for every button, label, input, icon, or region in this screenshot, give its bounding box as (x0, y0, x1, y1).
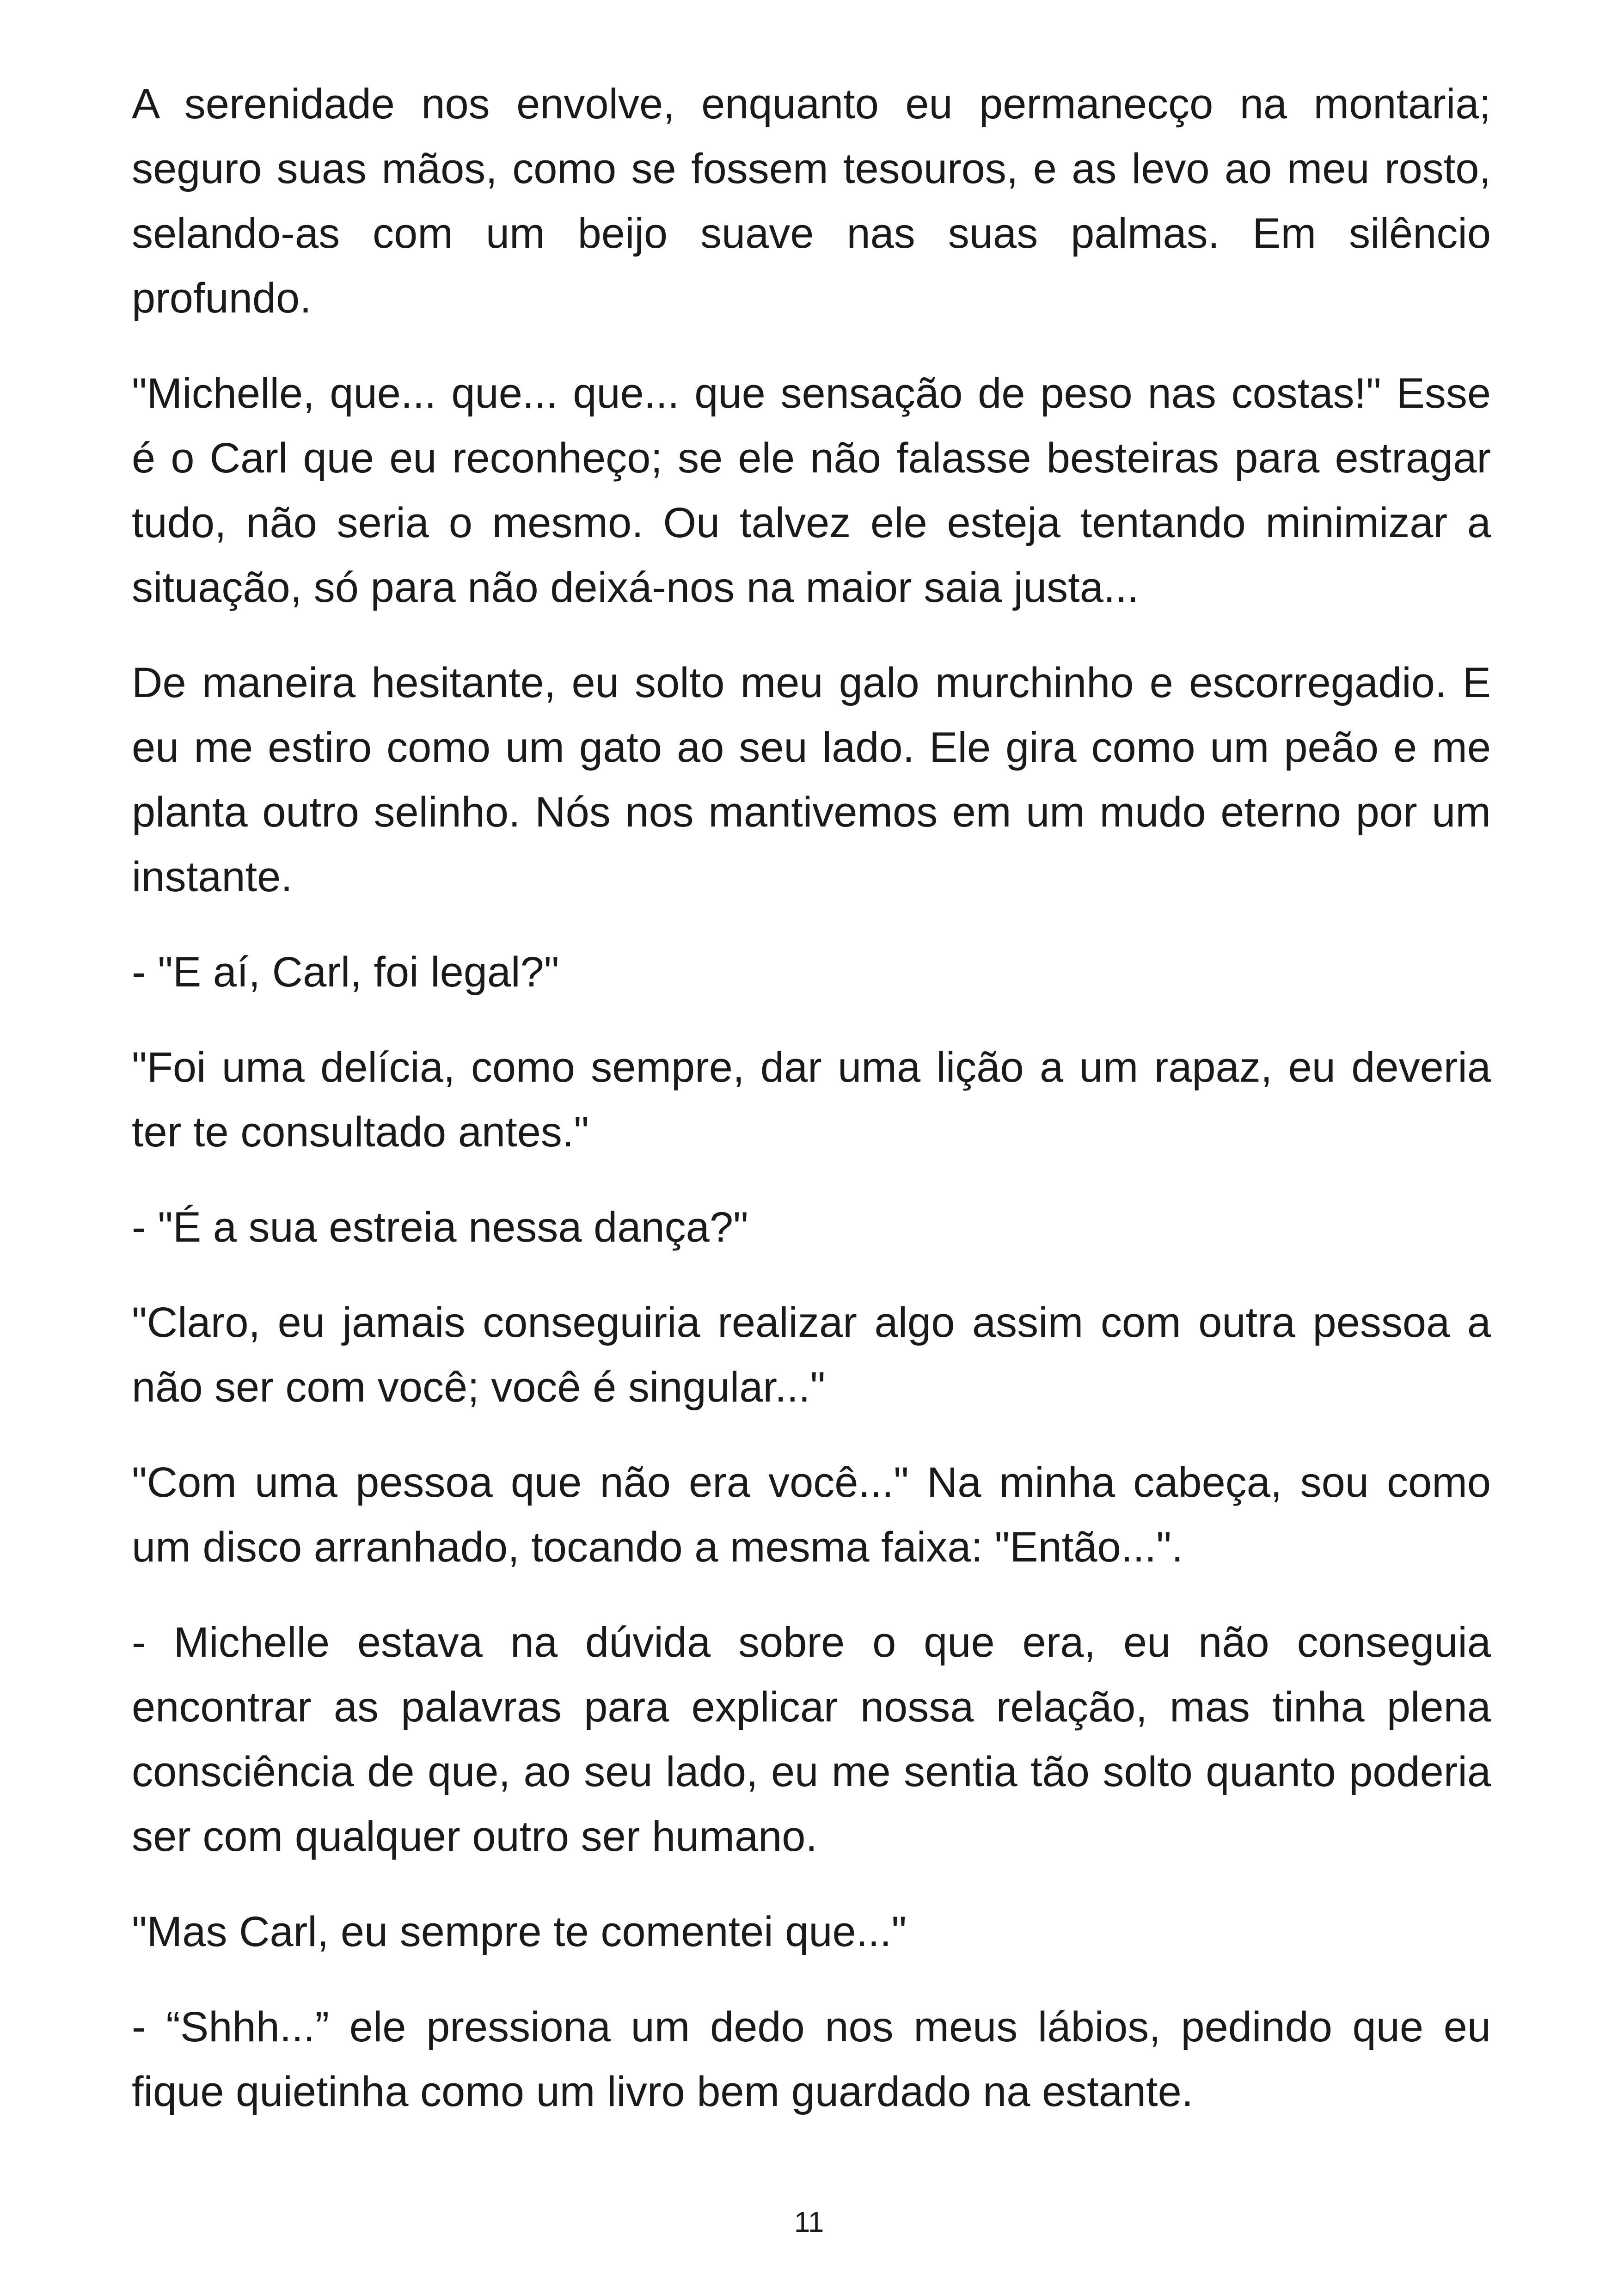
paragraph: "Mas Carl, eu sempre te comentei que..." (132, 1908, 907, 1955)
paragraph: "Foi uma delícia, como sempre, dar uma lição a um rapaz, eu deveria ter te consultado antes." (132, 1044, 1491, 1156)
paragraph: De maneira hesitante, eu solto meu galo murchinho e escorregadio. E eu me estiro como um gato ao seu lado. Ele gira como um peão e me planta outro selinho. Nós nos mantivemos em um mudo eterno por um instante. (132, 659, 1491, 900)
paragraph: "Claro, eu jamais conseguiria realizar algo assim com outra pessoa a não ser com você; você é singular..." (132, 1299, 1491, 1411)
paragraph: "Com uma pessoa que não era você..." Na minha cabeça, sou como um disco arranhado, tocando a mesma faixa: "Então...". (132, 1459, 1491, 1571)
paragraph: A serenidade nos envolve, enquanto eu permanecço na montaria; seguro suas mãos, como se fossem tesouros, e as levo ao meu rosto, selando-as com um beijo suave nas suas palmas. Em silêncio profundo. (132, 80, 1491, 322)
body-text (132, 72, 1491, 2155)
paragraph: - Michelle estava na dúvida sobre o que era, eu não conseguia encontrar as palavras para explicar nossa relação, mas tinha plena consciência de que, ao seu lado, eu me sentia tão solto quanto poderia ser com qualquer outro ser humano. (132, 1619, 1491, 1860)
paragraph: "Michelle, que... que... que... que sensação de peso nas costas!" Esse é o Carl que eu reconheço; se ele não falasse besteiras para estragar tudo, não seria o mesmo. Ou talvez ele esteja tentando minimizar a situação, só para não deixá-nos na maior saia justa... (132, 370, 1491, 611)
paragraph: - “Shhh...” ele pressiona um dedo nos meus lábios, pedindo que eu fique quietinha como um livro bem guardado na estante. (132, 2003, 1491, 2115)
paragraph: - "É a sua estreia nessa dança?" (132, 1204, 748, 1251)
paragraph: - "E aí, Carl, foi legal?" (132, 949, 559, 996)
page-number: 11 (794, 2206, 824, 2238)
